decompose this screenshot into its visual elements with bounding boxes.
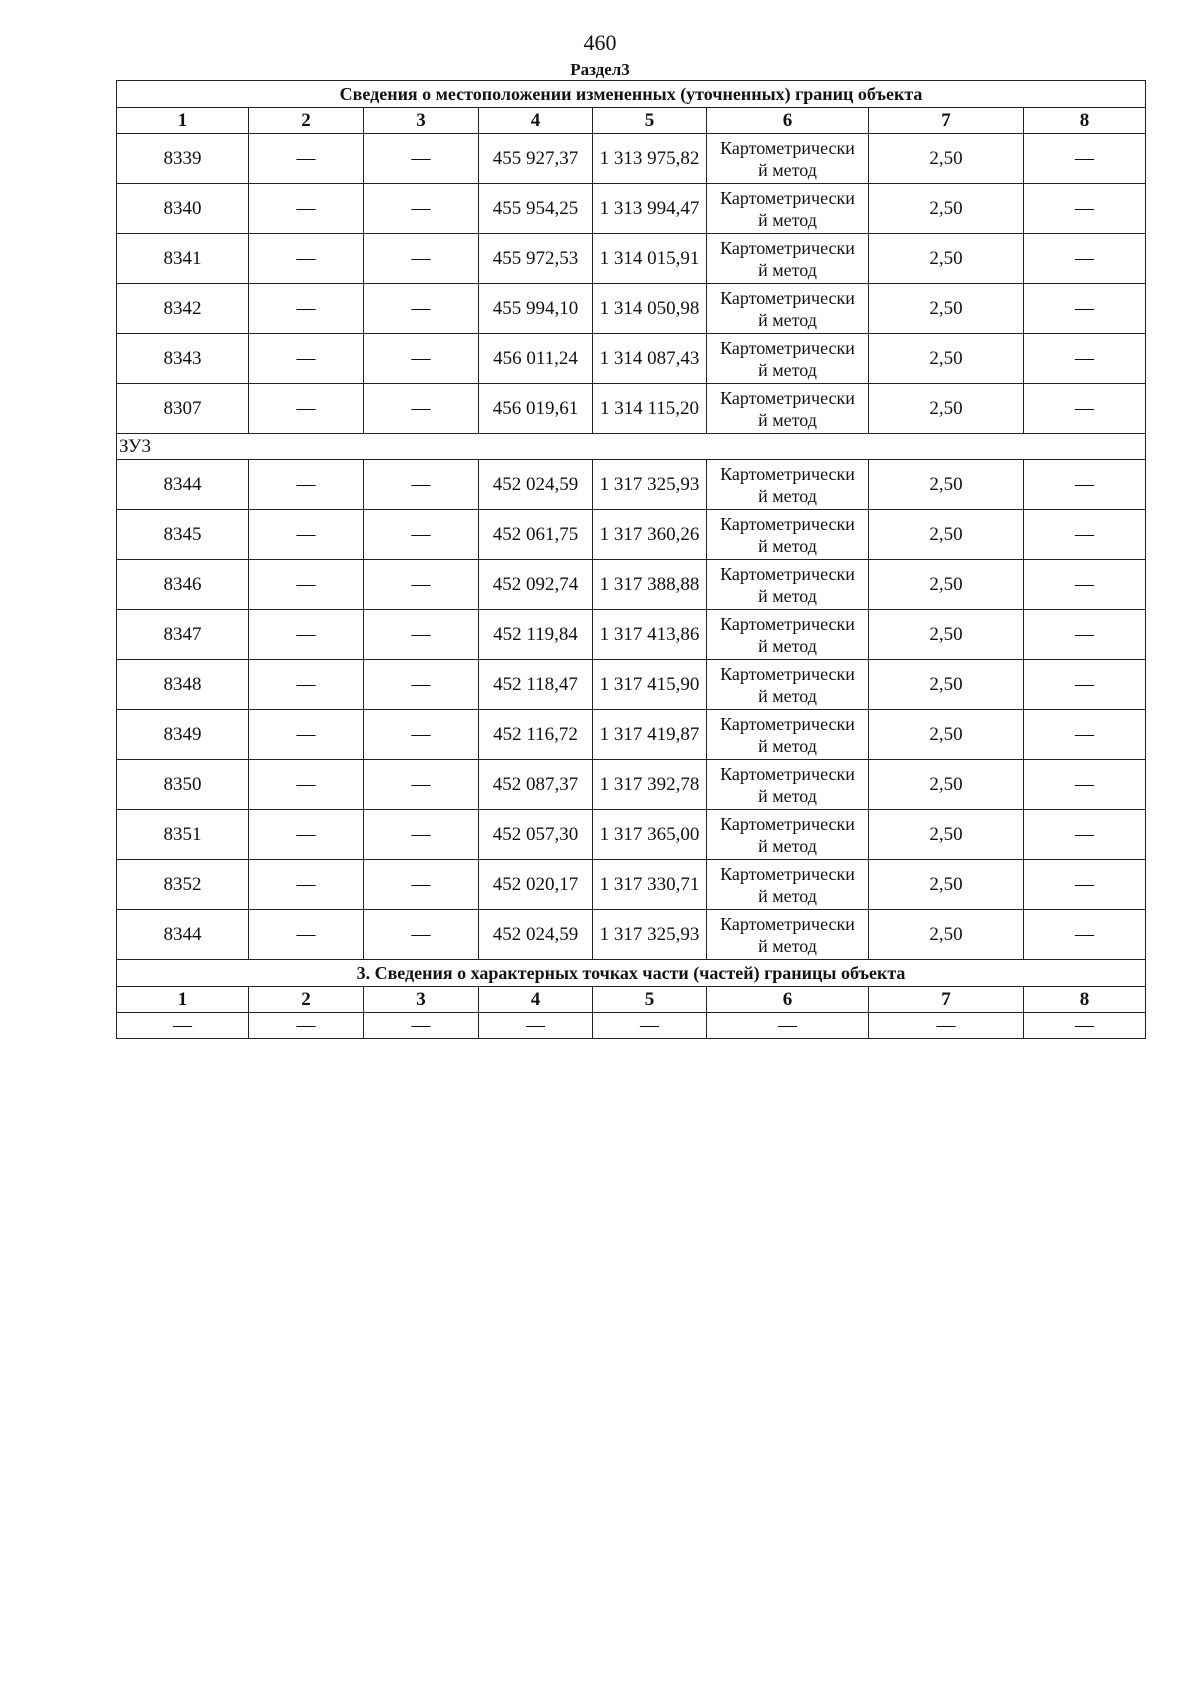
y-coordinate-cell: 1 317 365,00: [593, 810, 707, 860]
col-3-cell: —: [364, 910, 479, 960]
table-row: [117, 610, 1146, 660]
method-line-2: й метод: [758, 685, 817, 706]
method-line-1: Картометрически: [720, 563, 855, 584]
point-number-cell: 8350: [117, 760, 249, 810]
point-number-cell: 8346: [117, 560, 249, 610]
method-line-1: Картометрически: [720, 713, 855, 734]
column-header: 2: [249, 987, 364, 1013]
column-header: 3: [364, 108, 479, 134]
col-8-cell: —: [1024, 560, 1146, 610]
accuracy-cell: 2,50: [869, 284, 1024, 334]
col-3-cell: —: [364, 760, 479, 810]
accuracy-cell: 2,50: [869, 810, 1024, 860]
column-header: 7: [869, 987, 1024, 1013]
method-cell: [707, 810, 869, 860]
col-3-cell: —: [364, 660, 479, 710]
method-cell: [707, 510, 869, 560]
table-row: [117, 860, 1146, 910]
col-2-cell: —: [249, 510, 364, 560]
table-row: [117, 184, 1146, 234]
column-header: 4: [479, 108, 593, 134]
accuracy-cell: 2,50: [869, 134, 1024, 184]
method-line-1: Картометрически: [720, 237, 855, 258]
col-8-cell: —: [1024, 660, 1146, 710]
y-coordinate-cell: 1 317 330,71: [593, 860, 707, 910]
col-2-cell: —: [249, 334, 364, 384]
point-number-cell: 8342: [117, 284, 249, 334]
method-line-2: й метод: [758, 835, 817, 856]
col-8-cell: —: [1024, 134, 1146, 184]
method-cell: [707, 610, 869, 660]
y-coordinate-cell: 1 313 975,82: [593, 134, 707, 184]
y-coordinate-cell: 1 317 325,93: [593, 460, 707, 510]
y-coordinate-cell: 1 314 050,98: [593, 284, 707, 334]
method-line-2: й метод: [758, 885, 817, 906]
x-coordinate-cell: 452 118,47: [479, 660, 593, 710]
y-coordinate-cell: 1 317 388,88: [593, 560, 707, 610]
table-title: Сведения о местоположении измененных (уточненных) границ объекта: [117, 81, 1146, 108]
x-coordinate-cell: 456 011,24: [479, 334, 593, 384]
x-coordinate-cell: 455 954,25: [479, 184, 593, 234]
method-line-2: й метод: [758, 935, 817, 956]
accuracy-cell: 2,50: [869, 460, 1024, 510]
y-coordinate-cell: 1 317 415,90: [593, 660, 707, 710]
method-line-1: Картометрически: [720, 913, 855, 934]
method-cell: [707, 860, 869, 910]
col-2-cell: —: [249, 610, 364, 660]
method-line-2: й метод: [758, 259, 817, 280]
point-number-cell: 8344: [117, 910, 249, 960]
col-3-cell: —: [364, 384, 479, 434]
col-8-cell: —: [1024, 710, 1146, 760]
method-cell: [707, 184, 869, 234]
point-number-cell: 8349: [117, 710, 249, 760]
method-line-1: Картометрически: [720, 813, 855, 834]
col-8-cell: —: [1024, 510, 1146, 560]
table-row: [117, 810, 1146, 860]
table-row: [117, 234, 1146, 284]
method-line-2: й метод: [758, 735, 817, 756]
col-3-cell: —: [364, 810, 479, 860]
y-coordinate-cell: 1 317 413,86: [593, 610, 707, 660]
accuracy-cell: 2,50: [869, 184, 1024, 234]
column-header: 3: [364, 987, 479, 1013]
table-row: [117, 510, 1146, 560]
x-coordinate-cell: 452 092,74: [479, 560, 593, 610]
table-row: [117, 384, 1146, 434]
point-number-cell: 8341: [117, 234, 249, 284]
y-coordinate-cell: 1 314 015,91: [593, 234, 707, 284]
col-8-cell: —: [1024, 184, 1146, 234]
x-coordinate-cell: 455 927,37: [479, 134, 593, 184]
col-3-cell: —: [364, 184, 479, 234]
method-line-2: й метод: [758, 209, 817, 230]
method-line-2: й метод: [758, 409, 817, 430]
table-title-row: [117, 81, 1146, 108]
col-8-cell: —: [1024, 810, 1146, 860]
accuracy-cell: 2,50: [869, 334, 1024, 384]
x-coordinate-cell: 452 024,59: [479, 460, 593, 510]
col-8-cell: —: [1024, 610, 1146, 660]
method-line-1: Картометрически: [720, 763, 855, 784]
column-header: 5: [593, 108, 707, 134]
col-3-cell: —: [364, 460, 479, 510]
point-number-cell: 8307: [117, 384, 249, 434]
method-cell: [707, 284, 869, 334]
accuracy-cell: 2,50: [869, 660, 1024, 710]
col-2-cell: —: [249, 910, 364, 960]
column-header: 5: [593, 987, 707, 1013]
empty-cell: —: [479, 1013, 593, 1039]
column-header: 6: [707, 108, 869, 134]
method-line-1: Картометрически: [720, 513, 855, 534]
method-line-2: й метод: [758, 159, 817, 180]
col-8-cell: —: [1024, 860, 1146, 910]
point-number-cell: 8348: [117, 660, 249, 710]
point-number-cell: 8345: [117, 510, 249, 560]
method-line-2: й метод: [758, 359, 817, 380]
x-coordinate-cell: 452 087,37: [479, 760, 593, 810]
point-number-cell: 8351: [117, 810, 249, 860]
table-row: [117, 760, 1146, 810]
point-number-cell: 8344: [117, 460, 249, 510]
x-coordinate-cell: 455 972,53: [479, 234, 593, 284]
col-2-cell: —: [249, 384, 364, 434]
y-coordinate-cell: 1 317 419,87: [593, 710, 707, 760]
method-cell: [707, 760, 869, 810]
method-line-2: й метод: [758, 635, 817, 656]
accuracy-cell: 2,50: [869, 910, 1024, 960]
group-row: [117, 434, 1146, 460]
table-row: [117, 334, 1146, 384]
y-coordinate-cell: 1 317 360,26: [593, 510, 707, 560]
col-3-cell: —: [364, 860, 479, 910]
col-3-cell: —: [364, 710, 479, 760]
point-number-cell: 8347: [117, 610, 249, 660]
section3-empty-row: [117, 1013, 1146, 1039]
empty-cell: —: [869, 1013, 1024, 1039]
method-line-2: й метод: [758, 485, 817, 506]
accuracy-cell: 2,50: [869, 610, 1024, 660]
col-3-cell: —: [364, 510, 479, 560]
section-label: Раздел3: [570, 60, 630, 79]
table-row: [117, 660, 1146, 710]
column-header: 4: [479, 987, 593, 1013]
col-8-cell: —: [1024, 910, 1146, 960]
col-2-cell: —: [249, 860, 364, 910]
empty-cell: —: [249, 1013, 364, 1039]
method-line-2: й метод: [758, 785, 817, 806]
col-2-cell: —: [249, 134, 364, 184]
col-2-cell: —: [249, 810, 364, 860]
method-cell: [707, 334, 869, 384]
method-line-1: Картометрически: [720, 863, 855, 884]
boundary-table: [116, 80, 1146, 1039]
x-coordinate-cell: 452 020,17: [479, 860, 593, 910]
y-coordinate-cell: 1 317 392,78: [593, 760, 707, 810]
y-coordinate-cell: 1 314 115,20: [593, 384, 707, 434]
x-coordinate-cell: 455 994,10: [479, 284, 593, 334]
col-8-cell: —: [1024, 760, 1146, 810]
col-8-cell: —: [1024, 384, 1146, 434]
x-coordinate-cell: 452 116,72: [479, 710, 593, 760]
column-header: 1: [117, 987, 249, 1013]
method-line-1: Картометрически: [720, 463, 855, 484]
col-2-cell: —: [249, 184, 364, 234]
col-8-cell: —: [1024, 284, 1146, 334]
empty-cell: —: [364, 1013, 479, 1039]
col-3-cell: —: [364, 284, 479, 334]
col-3-cell: —: [364, 134, 479, 184]
method-line-1: Картометрически: [720, 287, 855, 308]
point-number-cell: 8339: [117, 134, 249, 184]
method-line-1: Картометрически: [720, 187, 855, 208]
method-cell: [707, 710, 869, 760]
column-header: 1: [117, 108, 249, 134]
y-coordinate-cell: 1 313 994,47: [593, 184, 707, 234]
table-row: [117, 460, 1146, 510]
section3-header-row: [117, 987, 1146, 1013]
empty-cell: —: [117, 1013, 249, 1039]
method-cell: [707, 560, 869, 610]
group-label: ЗУ3: [117, 434, 1146, 460]
col-3-cell: —: [364, 334, 479, 384]
col-3-cell: —: [364, 560, 479, 610]
empty-cell: —: [1024, 1013, 1146, 1039]
method-line-1: Картометрически: [720, 387, 855, 408]
x-coordinate-cell: 452 057,30: [479, 810, 593, 860]
method-line-2: й метод: [758, 309, 817, 330]
method-line-1: Картометрически: [720, 613, 855, 634]
point-number-cell: 8352: [117, 860, 249, 910]
col-3-cell: —: [364, 234, 479, 284]
column-header-row: [117, 108, 1146, 134]
method-cell: [707, 460, 869, 510]
col-2-cell: —: [249, 710, 364, 760]
method-cell: [707, 234, 869, 284]
column-header: 8: [1024, 987, 1146, 1013]
method-line-2: й метод: [758, 535, 817, 556]
point-number-cell: 8340: [117, 184, 249, 234]
method-line-1: Картометрически: [720, 137, 855, 158]
column-header: 6: [707, 987, 869, 1013]
x-coordinate-cell: 452 024,59: [479, 910, 593, 960]
x-coordinate-cell: 452 061,75: [479, 510, 593, 560]
table-row: [117, 710, 1146, 760]
col-8-cell: —: [1024, 460, 1146, 510]
x-coordinate-cell: 452 119,84: [479, 610, 593, 660]
method-line-2: й метод: [758, 585, 817, 606]
method-cell: [707, 134, 869, 184]
method-line-1: Картометрически: [720, 663, 855, 684]
col-2-cell: —: [249, 760, 364, 810]
accuracy-cell: 2,50: [869, 234, 1024, 284]
accuracy-cell: 2,50: [869, 760, 1024, 810]
col-2-cell: —: [249, 234, 364, 284]
method-line-1: Картометрически: [720, 337, 855, 358]
table-row: [117, 560, 1146, 610]
y-coordinate-cell: 1 317 325,93: [593, 910, 707, 960]
column-header: 8: [1024, 108, 1146, 134]
col-2-cell: —: [249, 460, 364, 510]
accuracy-cell: 2,50: [869, 710, 1024, 760]
page-number: 460: [583, 30, 617, 55]
table-row: [117, 910, 1146, 960]
col-8-cell: —: [1024, 234, 1146, 284]
accuracy-cell: 2,50: [869, 560, 1024, 610]
y-coordinate-cell: 1 314 087,43: [593, 334, 707, 384]
col-2-cell: —: [249, 284, 364, 334]
accuracy-cell: 2,50: [869, 860, 1024, 910]
accuracy-cell: 2,50: [869, 510, 1024, 560]
col-2-cell: —: [249, 660, 364, 710]
method-cell: [707, 384, 869, 434]
point-number-cell: 8343: [117, 334, 249, 384]
col-2-cell: —: [249, 560, 364, 610]
method-cell: [707, 910, 869, 960]
method-cell: [707, 660, 869, 710]
x-coordinate-cell: 456 019,61: [479, 384, 593, 434]
table-row: [117, 284, 1146, 334]
empty-cell: —: [593, 1013, 707, 1039]
column-header: 7: [869, 108, 1024, 134]
accuracy-cell: 2,50: [869, 384, 1024, 434]
section3-title-row: [117, 960, 1146, 987]
empty-cell: —: [707, 1013, 869, 1039]
column-header: 2: [249, 108, 364, 134]
section3-title: 3. Сведения о характерных точках части (частей) границы объекта: [117, 960, 1146, 987]
col-3-cell: —: [364, 610, 479, 660]
col-8-cell: —: [1024, 334, 1146, 384]
table-row: [117, 134, 1146, 184]
